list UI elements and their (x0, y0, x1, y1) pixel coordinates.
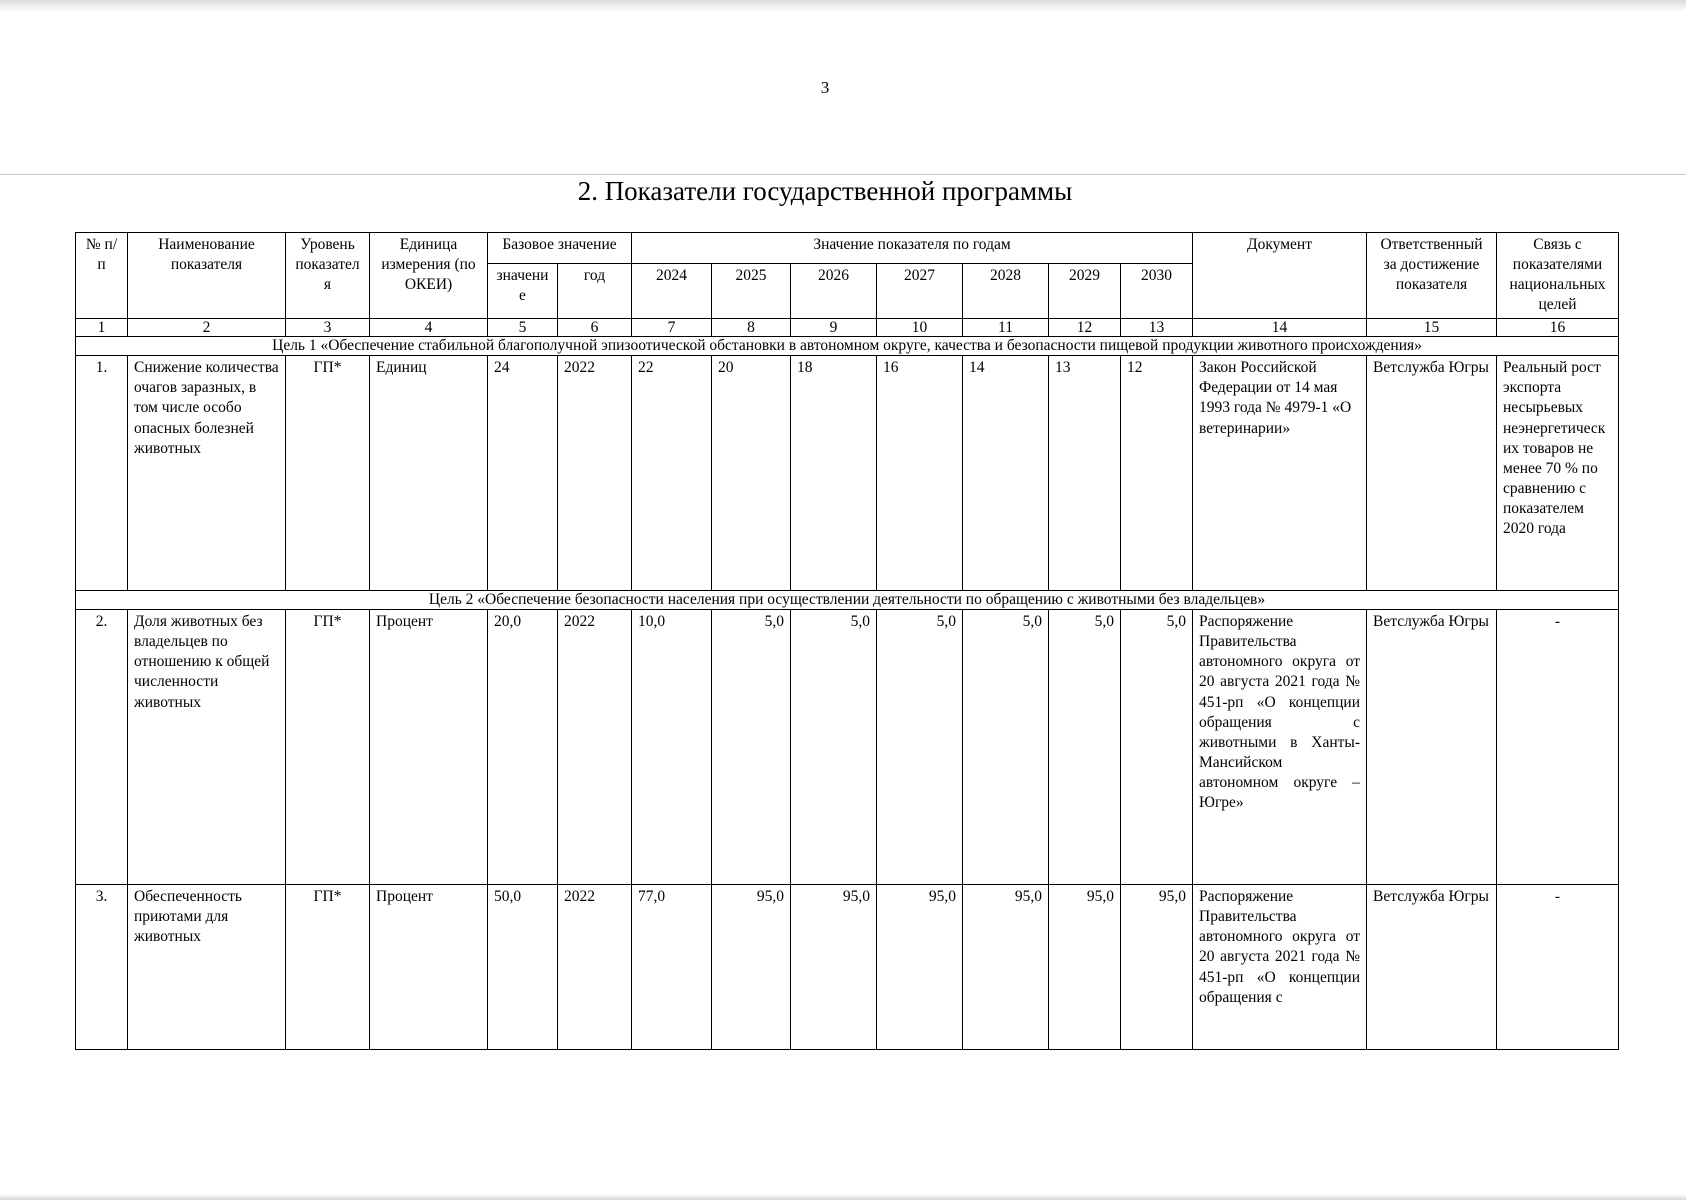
column-number: 13 (1121, 318, 1193, 337)
header-name: Наименование показателя (128, 233, 286, 319)
row-document: Распоряжение Правительства автономного округа от 20 августа 2021 года № 451-рп «О концепции обращения с животными в Ханты-Мансийском автономном округе – Югре» (1193, 610, 1367, 885)
row-value-2029: 5,0 (1049, 610, 1121, 885)
scan-edge-top (0, 0, 1686, 12)
column-number: 8 (712, 318, 791, 337)
row-responsible: Ветслужба Югры (1367, 356, 1497, 591)
column-number: 14 (1193, 318, 1367, 337)
row-value-2026: 95,0 (791, 885, 877, 1050)
row-value-2030: 12 (1121, 356, 1193, 591)
row-value-2029: 95,0 (1049, 885, 1121, 1050)
goal-2-title: Цель 2 «Обеспечение безопасности населения при осуществлении деятельности по обращению с животными без владельцев» (76, 591, 1619, 610)
column-number: 10 (877, 318, 963, 337)
row-value-2026: 5,0 (791, 610, 877, 885)
goal-row (76, 337, 1619, 356)
goal-row (76, 591, 1619, 610)
row-responsible: Ветслужба Югры (1367, 610, 1497, 885)
row-value-2027: 95,0 (877, 885, 963, 1050)
header-base-year: год (558, 263, 632, 318)
indicators-table (75, 232, 1619, 1050)
row-value-2025: 5,0 (712, 610, 791, 885)
row-base-year: 2022 (558, 610, 632, 885)
row-value-2030: 5,0 (1121, 610, 1193, 885)
table-row (76, 885, 1619, 1050)
row-base-value: 50,0 (488, 885, 558, 1050)
column-number: 4 (370, 318, 488, 337)
header-year: 2028 (963, 263, 1049, 318)
row-indicator-name: Обеспеченность приютами для животных (128, 885, 286, 1050)
header-document: Документ (1193, 233, 1367, 319)
column-number: 7 (632, 318, 712, 337)
header-year: 2027 (877, 263, 963, 318)
header-base: Базовое значение (488, 233, 632, 264)
row-value-2028: 5,0 (963, 610, 1049, 885)
row-value-2027: 5,0 (877, 610, 963, 885)
row-national-goal-link: - (1497, 885, 1619, 1050)
row-base-year: 2022 (558, 885, 632, 1050)
table-row (76, 610, 1619, 885)
column-number: 12 (1049, 318, 1121, 337)
row-indicator-name: Снижение количества очагов заразных, в том числе особо опасных болезней животных (128, 356, 286, 591)
column-number: 2 (128, 318, 286, 337)
row-value-2024: 22 (632, 356, 712, 591)
column-number: 5 (488, 318, 558, 337)
row-base-value: 24 (488, 356, 558, 591)
row-value-2027: 16 (877, 356, 963, 591)
column-number: 11 (963, 318, 1049, 337)
row-unit: Процент (370, 610, 488, 885)
row-indicator-name: Доля животных без владельцев по отношению к общей численности животных (128, 610, 286, 885)
header-link: Связь с показателями национальных целей (1497, 233, 1619, 319)
row-national-goal-link: Реальный рост экспорта несырьевых неэнергетических товаров не менее 70 % по сравнению с показателем 2020 года (1497, 356, 1619, 591)
row-responsible: Ветслужба Югры (1367, 885, 1497, 1050)
column-number: 9 (791, 318, 877, 337)
row-national-goal-link: - (1497, 610, 1619, 885)
column-numbers-row (76, 318, 1619, 337)
row-value-2026: 18 (791, 356, 877, 591)
row-value-2028: 95,0 (963, 885, 1049, 1050)
row-value-2028: 14 (963, 356, 1049, 591)
row-document: Закон Российской Федерации от 14 мая 1993 года № 4979-1 «О ветеринарии» (1193, 356, 1367, 591)
row-num: 1. (76, 356, 128, 591)
header-year: 2025 (712, 263, 791, 318)
column-number: 1 (76, 318, 128, 337)
scan-edge-bottom (0, 1194, 1686, 1200)
column-number: 3 (286, 318, 370, 337)
row-num: 3. (76, 885, 128, 1050)
page-title: 2. Показатели государственной программы (577, 176, 1073, 206)
row-value-2024: 77,0 (632, 885, 712, 1050)
row-level: ГП* (286, 610, 370, 885)
column-number: 16 (1497, 318, 1619, 337)
table-row (76, 356, 1619, 591)
header-level: Уровень показателя (286, 233, 370, 319)
header-responsible: Ответственный за достижение показателя (1367, 233, 1497, 319)
row-level: ГП* (286, 356, 370, 591)
row-num: 2. (76, 610, 128, 885)
row-value-2030: 95,0 (1121, 885, 1193, 1050)
row-value-2025: 20 (712, 356, 791, 591)
header-year: 2029 (1049, 263, 1121, 318)
header-year: 2024 (632, 263, 712, 318)
row-document: Распоряжение Правительства автономного округа от 20 августа 2021 года № 451-рп «О концепции обращения с (1193, 885, 1367, 1050)
header-unit: Единица измерения (по ОКЕИ) (370, 233, 488, 319)
column-number: 6 (558, 318, 632, 337)
row-unit: Процент (370, 885, 488, 1050)
goal-1-title: Цель 1 «Обеспечение стабильной благополучной эпизоотической обстановки в автономном округе, качества и безопасности пищевой продукции животного происхождения» (76, 337, 1619, 356)
header-years-group: Значение показателя по годам (632, 233, 1193, 264)
row-value-2025: 95,0 (712, 885, 791, 1050)
header-row-top (76, 233, 1619, 264)
scan-fold-line (0, 174, 1686, 175)
row-value-2029: 13 (1049, 356, 1121, 591)
row-value-2024: 10,0 (632, 610, 712, 885)
header-base-value: значение (488, 263, 558, 318)
header-num: № п/п (76, 233, 128, 319)
header-year: 2030 (1121, 263, 1193, 318)
page-number: 3 (820, 78, 830, 97)
column-number: 15 (1367, 318, 1497, 337)
row-unit: Единиц (370, 356, 488, 591)
row-level: ГП* (286, 885, 370, 1050)
header-year: 2026 (791, 263, 877, 318)
row-base-value: 20,0 (488, 610, 558, 885)
row-base-year: 2022 (558, 356, 632, 591)
